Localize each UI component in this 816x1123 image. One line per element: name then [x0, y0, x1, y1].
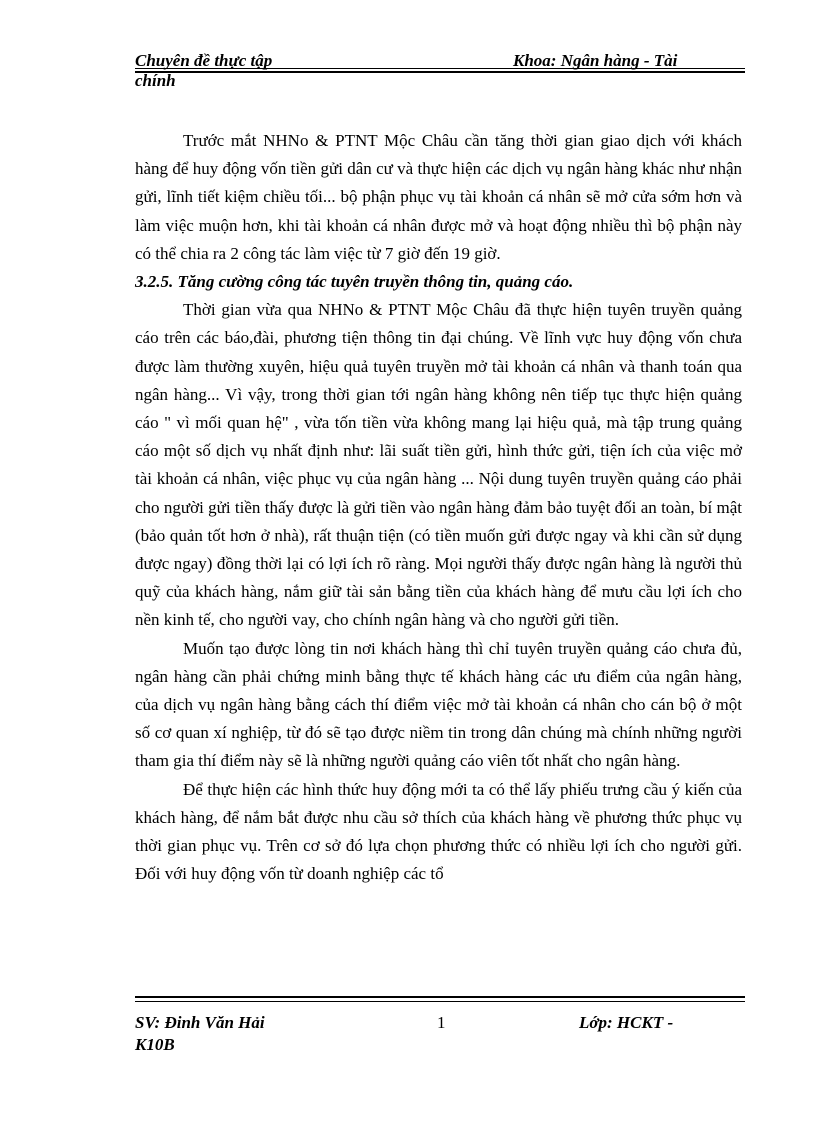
- page-footer: [135, 1012, 745, 1056]
- header-rule-thin: [135, 68, 745, 69]
- header-rule-thick: [135, 71, 745, 73]
- header-faculty-continued: chính: [135, 71, 176, 90]
- footer-rule-thin: [135, 1001, 745, 1002]
- paragraph: Trước mắt NHNo & PTNT Mộc Châu cần tăng thời gian giao dịch với khách hàng để huy động vốn tiền gửi dân cư và thực hiện các dịch vụ ngân hàng khác như nhận gửi, lĩnh tiết kiệm chiều tối... bộ phận phục vụ tài khoản cá nhân sẽ mở cửa sớm hơn và làm việc muộn hơn, khi tài khoản cá nhân được mở và hoạt động nhiều thì bộ phận này có thể chia ra 2 công tác làm việc từ 7 giờ đến 19 giờ.: [135, 131, 742, 263]
- paragraph: Thời gian vừa qua NHNo & PTNT Mộc Châu đã thực hiện tuyên truyền quảng cáo trên các báo,đài, phương tiện thông tin đại chúng. Về lĩnh vực huy động vốn chưa được làm thường xuyên, hiệu quả tuyên truyền mở tài khoản cá nhân và thanh toán qua ngân hàng... Vì vậy, trong thời gian tới ngân hàng không nên tiếp tục thực hiện quảng cáo " vì mối quan hệ" , vừa tốn tiền vừa không mang lại hiệu quả, mà tập trung quảng cáo một số dịch vụ nhất định như: lãi suất tiền gửi, hình thức gửi, tiện ích của việc mở tài khoản cá nhân, việc phục vụ của ngân hàng ... Nội dung tuyên truyền quảng cáo phải cho người gửi tiền thấy được là gửi tiền vào ngân hàng đảm bảo tuyệt đối an toàn, bí mật (bảo quản tốt hơn ở nhà), rất thuận tiện (có tiền muốn gửi được ngay và khi cần sử dụng được ngay) đồng thời lại có lợi ích rõ ràng. Mọi người thấy được ngân hàng là người thủ quỹ của khách hàng, nắm giữ tài sản bằng tiền của khách hàng để mưu cầu lợi ích cho nền kinh tế, cho người vay, cho chính ngân hàng và cho người gửi tiền.: [135, 300, 742, 630]
- paragraph: Muốn tạo được lòng tin nơi khách hàng thì chỉ tuyên truyền quảng cáo chưa đủ, ngân hàng cần phải chứng minh bằng thực tế khách hàng các ưu điểm của ngân hàng, của dịch vụ ngân hàng bằng cách thí điểm việc mở tài khoản cá nhân cho cán bộ ở một số cơ quan xí nghiệp, từ đó sẽ tạo được niềm tin trong dân chúng mà chính những người tham gia thí điểm này sẽ là những người quảng cáo viên tốt nhất cho ngân hàng.: [135, 638, 742, 771]
- section-heading: 3.2.5. Tăng cường công tác tuyên truyền thông tin, quảng cáo.: [135, 272, 574, 292]
- document-body: [135, 127, 742, 888]
- page-number: 1: [437, 1013, 446, 1032]
- header-title: Chuyên đề thực tập: [135, 51, 273, 70]
- footer-class: Lớp: HCKT -: [579, 1013, 674, 1032]
- footer-student: SV: Đinh Văn Hải: [135, 1013, 265, 1032]
- footer-rule-thick: [135, 996, 745, 998]
- header-faculty: Khoa: Ngân hàng - Tài: [513, 51, 678, 70]
- paragraph: Để thực hiện các hình thức huy động mới ta có thể lấy phiếu trưng cầu ý kiến của khách hàng, để nắm bắt được nhu cầu sở thích của khách hàng về phương thức phục vụ thời gian phục vụ. Trên cơ sở đó lựa chọn phương thức có nhiều lợi ích cho người gửi. Đối với huy động vốn từ doanh nghiệp các tổ: [135, 779, 742, 884]
- footer-class-continued: K10B: [135, 1035, 175, 1054]
